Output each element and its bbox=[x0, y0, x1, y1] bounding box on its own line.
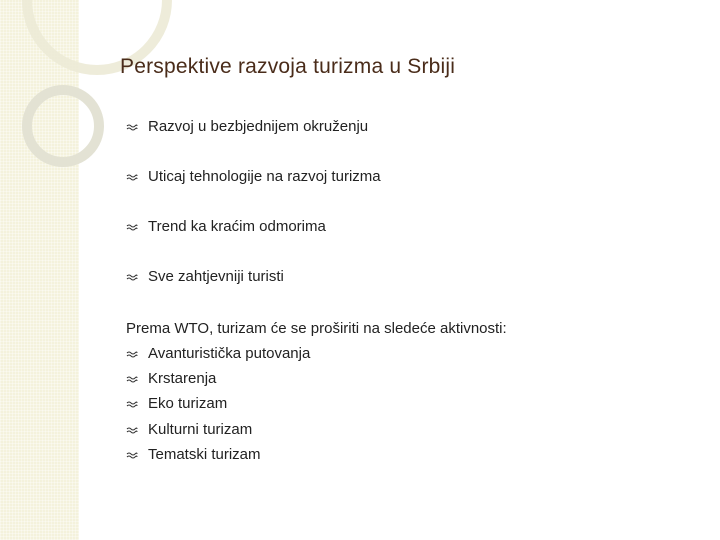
bullet-icon bbox=[126, 173, 148, 181]
main-point-text: Sve zahtjevniji turisti bbox=[148, 268, 284, 285]
decorative-ring-small bbox=[22, 85, 104, 167]
activity-text: Tematski turizam bbox=[148, 446, 261, 463]
main-point-item bbox=[126, 218, 326, 235]
bullet-icon bbox=[126, 375, 148, 383]
activity-text: Krstarenja bbox=[148, 370, 217, 387]
bullet-icon bbox=[126, 350, 148, 358]
slide-title: Perspektive razvoja turizma u Srbiji bbox=[120, 55, 456, 78]
activity-item bbox=[126, 421, 252, 438]
activity-item bbox=[126, 370, 216, 387]
activities-intro: Prema WTO, turizam će se proširiti na sledeće aktivnosti: bbox=[126, 320, 507, 337]
activity-item bbox=[126, 446, 261, 463]
activity-text: Eko turizam bbox=[148, 395, 228, 412]
bullet-icon bbox=[126, 273, 148, 281]
activity-item bbox=[126, 395, 227, 412]
main-point-item bbox=[126, 268, 284, 285]
bullet-icon bbox=[126, 400, 148, 408]
bullet-icon bbox=[126, 223, 148, 231]
main-point-text: Trend ka kraćim odmorima bbox=[148, 218, 326, 235]
bullet-icon bbox=[126, 451, 148, 459]
bullet-icon bbox=[126, 426, 148, 434]
side-decoration-band bbox=[0, 0, 79, 540]
main-point-item bbox=[126, 118, 368, 135]
activity-item bbox=[126, 345, 310, 362]
bullet-icon bbox=[126, 123, 148, 131]
main-point-text: Razvoj u bezbjednijem okruženju bbox=[148, 118, 369, 135]
main-point-text: Uticaj tehnologije na razvoj turizma bbox=[148, 168, 381, 185]
activity-text: Avanturistička putovanja bbox=[148, 345, 311, 362]
main-point-item bbox=[126, 168, 381, 185]
activity-text: Kulturni turizam bbox=[148, 421, 253, 438]
